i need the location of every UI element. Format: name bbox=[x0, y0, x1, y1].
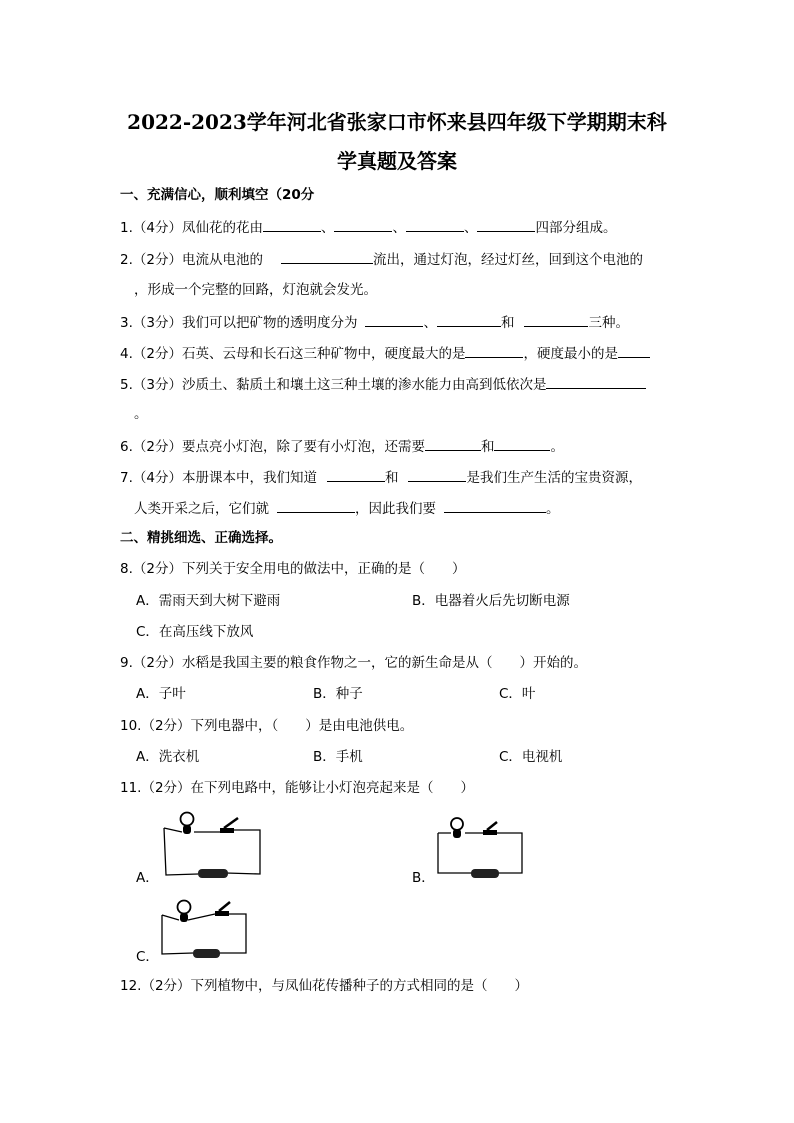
circuit-b-diagram bbox=[435, 810, 525, 880]
question-6: 6.（2分）要点亮小灯泡，除了要有小灯泡，还需要 和 。 bbox=[120, 436, 564, 456]
question-5: 5.（3分）沙质土、黏质土和壤土这三种土壤的渗水能力由高到低依次是 bbox=[120, 374, 646, 394]
question-4: 4.（2分）石英、云母和长石这三种矿物中，硬度最大的是 ，硬度最小的是 bbox=[120, 343, 650, 363]
question-10: 10.（2分）下列电器中，（ ）是由电池供电。 bbox=[120, 718, 414, 734]
q9-option-a[interactable]: A．子叶 bbox=[136, 686, 186, 702]
question-9: 9.（2分）水稻是我国主要的粮食作物之一，它的新生命是从（ ）开始的。 bbox=[120, 655, 587, 671]
question-7: 7.（4分）本册课本中，我们知道 和 是我们生产生活的宝贵资源， bbox=[120, 467, 642, 487]
question-3: 3.（3分）我们可以把矿物的透明度分为 、 和 三种。 bbox=[120, 312, 629, 332]
q10-option-c[interactable]: C．电视机 bbox=[499, 749, 563, 765]
question-5-cont: 。 bbox=[134, 406, 148, 422]
question-11: 11.（2分）在下列电路中，能够让小灯泡亮起来是（ ） bbox=[120, 780, 475, 796]
q11-option-c[interactable]: C． bbox=[136, 949, 159, 965]
section-1-heading: 一、充满信心，顺利填空（20分 bbox=[120, 187, 315, 203]
question-7-cont: 人类开采之后，它们就 ，因此我们要 。 bbox=[134, 498, 560, 518]
question-8: 8.（2分）下列关于安全用电的做法中，正确的是（ ） bbox=[120, 561, 466, 577]
circuit-a-diagram bbox=[160, 805, 270, 880]
title-line-1: 2022-2023学年河北省张家口市怀来县四年级下学期期末科 bbox=[127, 110, 667, 134]
question-1: 1.（4分）凤仙花的花由 、 、 、 四部分组成。 bbox=[120, 217, 616, 237]
q10-option-a[interactable]: A．洗衣机 bbox=[136, 749, 200, 765]
q8-option-c[interactable]: C．在高压线下放风 bbox=[136, 624, 254, 640]
question-12: 12.（2分）下列植物中，与凤仙花传播种子的方式相同的是（ ） bbox=[120, 978, 529, 994]
q9-option-c[interactable]: C．叶 bbox=[499, 686, 536, 702]
q9-option-b[interactable]: B．种子 bbox=[313, 686, 363, 702]
circuit-c-diagram bbox=[160, 895, 255, 960]
q11-option-a[interactable]: A． bbox=[136, 870, 159, 886]
q10-option-b[interactable]: B．手机 bbox=[313, 749, 363, 765]
section-2-heading: 二、精挑细选、正确选择。 bbox=[120, 530, 282, 546]
q8-option-a[interactable]: A．需雨天到大树下避雨 bbox=[136, 593, 281, 609]
q11-option-b[interactable]: B． bbox=[412, 870, 435, 886]
q8-option-b[interactable]: B．电器着火后先切断电源 bbox=[412, 593, 570, 609]
question-2: 2.（2分）电流从电池的 流出，通过灯泡，经过灯丝，回到这个电池的 bbox=[120, 249, 643, 269]
question-2-cont: ，形成一个完整的回路，灯泡就会发光。 bbox=[134, 282, 377, 298]
title-line-2: 学真题及答案 bbox=[337, 149, 457, 173]
